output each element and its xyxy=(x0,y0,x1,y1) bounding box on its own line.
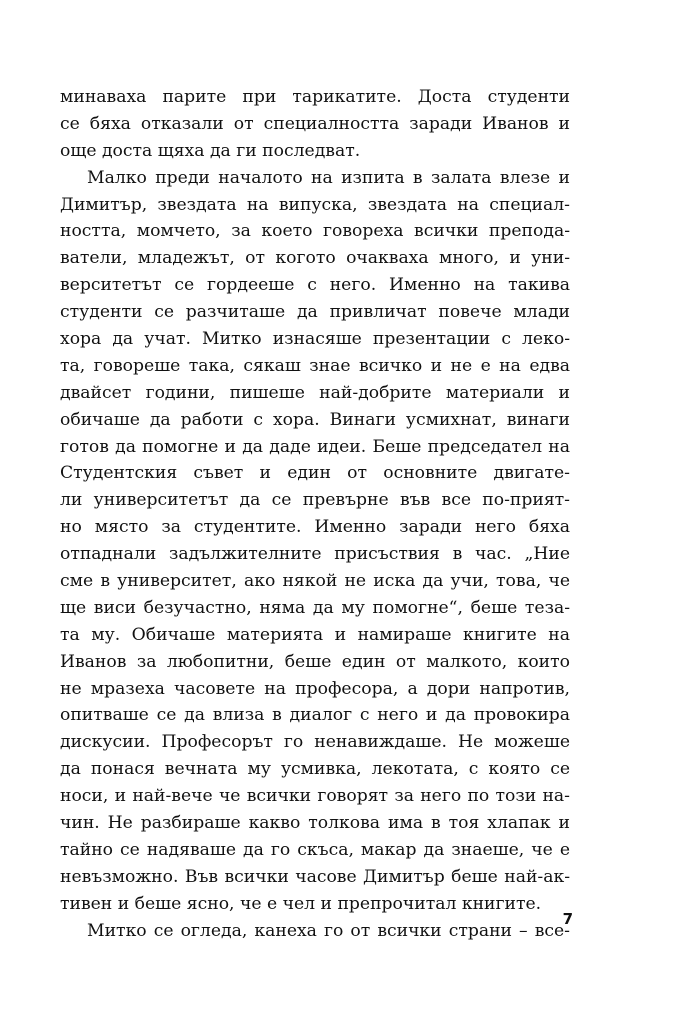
text-line: минаваха парите при тарикатите. Доста студенти xyxy=(60,87,570,107)
text-line: готов да помогне и да даде идеи. Беше председател на xyxy=(60,436,570,457)
text-line: верситетът се гордееше с него. Именно на такива xyxy=(60,275,570,296)
text-line: опитваше се да влиза в диалог с него и да провокира xyxy=(60,705,570,726)
text-line: ще виси безучастно, няма да му помогне“, беше теза- xyxy=(60,597,570,618)
text-line: да понася вечната му усмивка, лекотата, с която се xyxy=(60,759,570,780)
text-line: ватели, младежът, от когото очакваха много, и уни- xyxy=(60,248,570,269)
text-line: още доста щяха да ги последват. xyxy=(60,140,361,161)
text-line: та, говореше така, сякаш знае всичко и не е на едва xyxy=(60,355,570,376)
text-line: обичаше да работи с хора. Винаги усмихнат, винаги xyxy=(60,409,570,430)
text-line: двайсет години, пишеше най-добрите материали и xyxy=(60,382,570,403)
text-line: Студентския съвет и един от основните двигате- xyxy=(60,463,570,484)
text-line: дискусии. Професорът го ненавиждаше. Не можеше xyxy=(60,732,570,753)
body-text xyxy=(60,84,570,945)
text-line: носи, и най-вече че всички говорят за него по този на- xyxy=(60,786,570,807)
text-line: та му. Обичаше материята и намираше книгите на xyxy=(60,624,570,645)
page-number: 7 xyxy=(562,910,573,928)
text-line: Малко преди началото на изпита в залата влезе и xyxy=(87,167,570,188)
text-line: чин. Не разбираше какво толкова има в тоя хлапак и xyxy=(60,813,570,834)
text-line: хора да учат. Митко изнасяше презентации с леко- xyxy=(60,329,570,350)
text-line: ли университетът да се превърне във все по-прият- xyxy=(60,490,570,511)
text-line: но място за студентите. Именно заради него бяха xyxy=(60,517,570,538)
text-line: ността, момчето, за което говореха всички препода- xyxy=(60,221,570,242)
text-line: се бяха отказали от специалността заради Иванов и xyxy=(60,113,570,134)
text-line: не мразеха часовете на професора, а дори напротив, xyxy=(60,678,570,699)
text-line: невъзможно. Във всички часове Димитър беше най-ак- xyxy=(60,866,570,887)
text-line: Митко се огледа, канеха го от всички страни – все- xyxy=(87,920,570,941)
text-line: тайно се надяваше да го скъса, макар да знаеше, че е xyxy=(60,839,570,860)
text-line: сме в университет, ако някой не иска да учи, това, че xyxy=(60,571,570,592)
text-line: Иванов за любопитни, беше един от малкото, които xyxy=(60,651,570,672)
text-line: студенти се разчиташе да привличат повече млади xyxy=(60,302,570,323)
text-line: тивен и беше ясно, че е чел и препрочитал книгите. xyxy=(60,893,542,914)
text-line: отпаднали задължителните присъствия в час. „Ние xyxy=(60,544,570,565)
text-line: Димитър, звездата на випуска, звездата на специал- xyxy=(60,194,570,215)
